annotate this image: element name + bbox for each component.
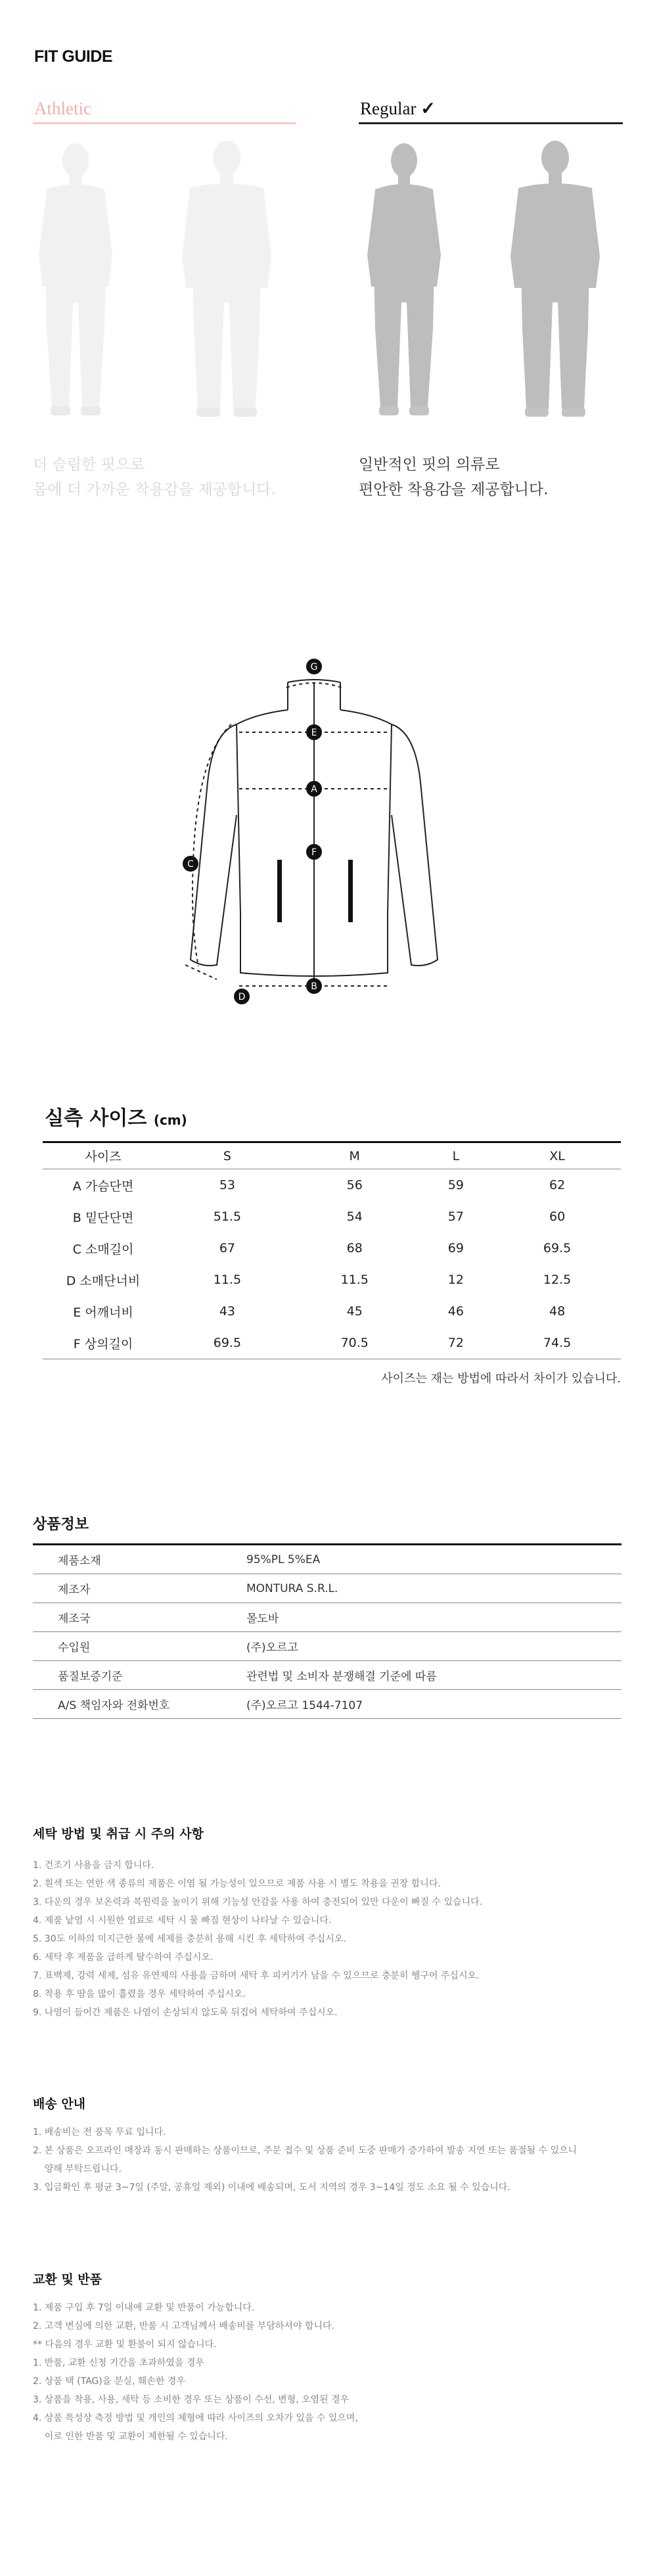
size-cell: 62: [549, 1178, 566, 1192]
table-row: [43, 1327, 621, 1359]
info-value: 95%PL 5%EA: [225, 1545, 622, 1574]
regular-woman-figure: [367, 143, 441, 415]
table-row: [33, 1603, 622, 1632]
size-cell: 70.5: [291, 1327, 419, 1359]
list-item: 1. 제품 구입 후 7일 이내에 교환 및 반품이 가능합니다.: [33, 2303, 255, 2313]
size-cell: 69.5: [543, 1241, 572, 1255]
size-table-header: [43, 1142, 621, 1169]
size-cell: 11.5: [340, 1273, 369, 1287]
table-row: [33, 1574, 622, 1603]
table-row: [43, 1296, 621, 1327]
size-cell: 46: [447, 1304, 464, 1319]
info-value: 관련법 및 소비자 분쟁해결 기준에 따름: [225, 1661, 622, 1690]
info-key: 수입원: [33, 1632, 225, 1661]
list-item: 4. 제품 낱염 시 시원한 염료로 세탁 시 물 빠짐 현상이 나타날 수 있습니다.: [33, 1915, 332, 1926]
measure-label-F: [306, 844, 322, 860]
list-item: 2. 흰색 또는 연한 색 종류의 제품은 이염 될 가능성이 있으므로 제품 사용 시 별도 착용을 권장 합니다.: [33, 1879, 441, 1889]
athletic-description: [33, 452, 276, 502]
table-row: [43, 1201, 621, 1232]
list-item: 7. 표백제, 강력 세제, 섬유 유연제의 사용을 금하며 세탁 후 피커기가 남을 수 있으므로 충분히 헹구어 주십시오.: [33, 1971, 480, 1981]
size-cell: 53: [219, 1178, 235, 1192]
list-item: 1. 건조기 사용을 금지 합니다.: [33, 1860, 154, 1871]
list-item: 2. 본 상품은 오프라인 매장과 동시 판매하는 상품이므로, 주문 접수 및 상품 준비 도중 판매가 증가하여 발송 지연 또는 품절될 수 있으니: [33, 2145, 578, 2156]
list-item: 2. 상품 택 (TAG)을 분실, 훼손한 경우: [33, 2376, 185, 2387]
exchange-title: 교환 및 반품: [33, 2272, 102, 2287]
tab-regular[interactable]: [360, 99, 436, 119]
size-cell: 60: [549, 1209, 566, 1224]
fit-figures: [26, 138, 631, 427]
size-cell: 43: [219, 1304, 235, 1319]
info-key: 제조자: [33, 1574, 225, 1603]
size-header-cell: L: [419, 1142, 494, 1169]
list-item: ** 다음의 경우 교환 및 환불이 되지 않습니다.: [33, 2339, 217, 2350]
size-table: [43, 1141, 621, 1359]
athletic-desc-line-1: 더 슬림한 핏으로: [33, 456, 145, 473]
size-header-cell: 사이즈: [43, 1142, 164, 1169]
regular-man-figure: [510, 141, 600, 417]
size-header-cell: XL: [493, 1142, 621, 1169]
product-info-table: [33, 1543, 622, 1719]
list-item: 양해 부탁드립니다.: [33, 2164, 122, 2174]
size-note: 사이즈는 재는 방법에 따라서 차이가 있습니다.: [381, 1372, 621, 1386]
table-row: [33, 1632, 622, 1661]
info-key: 품질보증기준: [33, 1661, 225, 1690]
size-cell: 68: [346, 1241, 363, 1255]
info-value: (주)오르고 1544-7107: [225, 1690, 622, 1719]
info-key: A/S 책임자와 전화번호: [33, 1690, 225, 1719]
table-row: [43, 1264, 621, 1296]
size-cell: 56: [346, 1178, 363, 1192]
washing-list: [33, 1856, 624, 2022]
svg-text:D: D: [238, 992, 246, 1002]
delivery-title: 배송 안내: [33, 2097, 86, 2111]
athletic-figures: [39, 141, 271, 417]
athletic-woman-figure: [39, 143, 112, 415]
size-cell: A 가슴단면: [72, 1179, 134, 1194]
table-row: [33, 1661, 622, 1690]
size-cell: 54: [346, 1209, 363, 1224]
size-title-unit: (cm): [153, 1112, 187, 1128]
size-cell: 69.5: [164, 1327, 291, 1359]
size-cell: C 소매길이: [72, 1242, 134, 1257]
info-value: (주)오르고: [225, 1632, 622, 1661]
athletic-man-figure: [182, 141, 271, 417]
list-item: 1. 반품, 교환 신청 기간을 초과하였을 경우: [33, 2358, 204, 2368]
athletic-desc-line-2: 몸에 더 가까운 착용감을 제공합니다.: [33, 481, 276, 498]
measure-label-D: [234, 989, 250, 1004]
list-item: 이로 인한 반품 및 교환이 제한될 수 있습니다.: [33, 2431, 228, 2442]
info-value: 몰도바: [225, 1603, 622, 1632]
table-row: [33, 1545, 622, 1574]
tab-athletic-label: Athletic: [34, 99, 91, 118]
measure-label-A: [306, 781, 322, 797]
size-title-text: 실측 사이즈: [45, 1107, 147, 1130]
size-cell: 72: [419, 1327, 494, 1359]
product-info-title: 상품정보: [33, 1516, 89, 1533]
tab-athletic-underline: [33, 122, 296, 124]
info-key: 제품소재: [33, 1545, 225, 1574]
size-cell: 12.5: [543, 1273, 572, 1287]
fit-guide-title: FIT GUIDE: [34, 47, 113, 66]
list-item: 1. 배송비는 전 품목 무료 입니다.: [33, 2127, 166, 2138]
regular-figures: [367, 141, 600, 417]
measure-label-G: [306, 659, 322, 674]
info-value: MONTURA S.R.L.: [225, 1574, 622, 1603]
size-cell: F 상의길이: [43, 1327, 164, 1359]
list-item: 6. 세탁 후 제품을 급하게 탈수하여 주십시오.: [33, 1952, 214, 1963]
tab-regular-underline: [359, 122, 623, 124]
list-item: 5. 30도 이하의 미지근한 물에 세제를 충분히 용해 시킨 후 세탁하여 주십시오.: [33, 1934, 346, 1944]
size-cell: 67: [219, 1241, 235, 1255]
measure-label-C: [183, 856, 198, 872]
svg-text:C: C: [187, 859, 194, 870]
svg-text:A: A: [311, 784, 317, 795]
size-cell: 59: [447, 1178, 464, 1192]
regular-desc-line-2: 편안한 착용감을 제공합니다.: [359, 481, 549, 498]
list-item: 4. 상품 특성상 측정 방법 및 개인의 체형에 따라 사이즈의 오차가 있을 수 있으며,: [33, 2413, 358, 2424]
svg-text:E: E: [311, 728, 317, 738]
measure-label-B: [306, 978, 322, 994]
tab-athletic[interactable]: [34, 99, 91, 119]
svg-text:G: G: [310, 662, 318, 672]
size-header-cell: S: [164, 1142, 291, 1169]
svg-text:F: F: [311, 847, 317, 858]
list-item: 3. 상품을 착용, 사용, 세탁 등 소비한 경우 또는 상품이 수선, 변형, 오염된 경우: [33, 2395, 350, 2405]
size-header-cell: M: [291, 1142, 419, 1169]
delivery-list: [33, 2123, 624, 2197]
size-cell: D 소매단너비: [66, 1273, 141, 1288]
measure-label-E: [306, 724, 322, 740]
size-cell: 48: [549, 1304, 566, 1319]
size-cell: 51.5: [213, 1209, 242, 1224]
size-cell: 69: [447, 1241, 464, 1255]
list-item: 8. 착용 후 땀을 많이 흘렸을 경우 세탁하여 주십시오.: [33, 1989, 246, 2000]
list-item: 9. 나염이 들어간 제품은 나염이 손상되지 않도록 뒤집어 세탁하여 주십시오.: [33, 2007, 338, 2018]
size-cell: 11.5: [213, 1273, 242, 1287]
info-key: 제조국: [33, 1603, 225, 1632]
jacket-measurement-diagram: [171, 651, 460, 1025]
check-icon: ✓: [420, 99, 436, 118]
size-table-title: [45, 1102, 187, 1131]
list-item: 3. 입금확인 후 평균 3~7일 (주말, 공휴일 제외) 이내에 배송되며, 도서 지역의 경우 3~14일 정도 소요 될 수 있습니다.: [33, 2182, 510, 2193]
washing-title: 세탁 방법 및 취급 시 주의 사항: [33, 1827, 204, 1841]
size-cell: 57: [447, 1209, 464, 1224]
size-cell: 12: [447, 1273, 464, 1287]
table-row: [43, 1169, 621, 1202]
exchange-list: [33, 2299, 624, 2446]
size-cell: 45: [346, 1304, 363, 1319]
table-row: [33, 1690, 622, 1719]
size-cell: B 밑단단면: [72, 1210, 134, 1225]
list-item: 3. 다운의 경우 보온력과 복원력을 높이기 위해 기능성 안감을 사용 하여 충전되어 있만 다운이 빠질 수 있습니다.: [33, 1897, 483, 1908]
list-item: 2. 고객 변심에 의한 교환, 반품 시 고객님께서 배송비를 부담하셔야 합니다.: [33, 2321, 334, 2331]
size-cell: 74.5: [493, 1327, 621, 1359]
regular-desc-line-1: 일반적인 핏의 의류로: [359, 456, 500, 473]
table-row: [43, 1232, 621, 1264]
size-cell: E 어깨너비: [73, 1305, 133, 1320]
tab-regular-label: Regular: [360, 99, 417, 118]
svg-text:B: B: [311, 981, 317, 992]
regular-description: [359, 452, 549, 502]
